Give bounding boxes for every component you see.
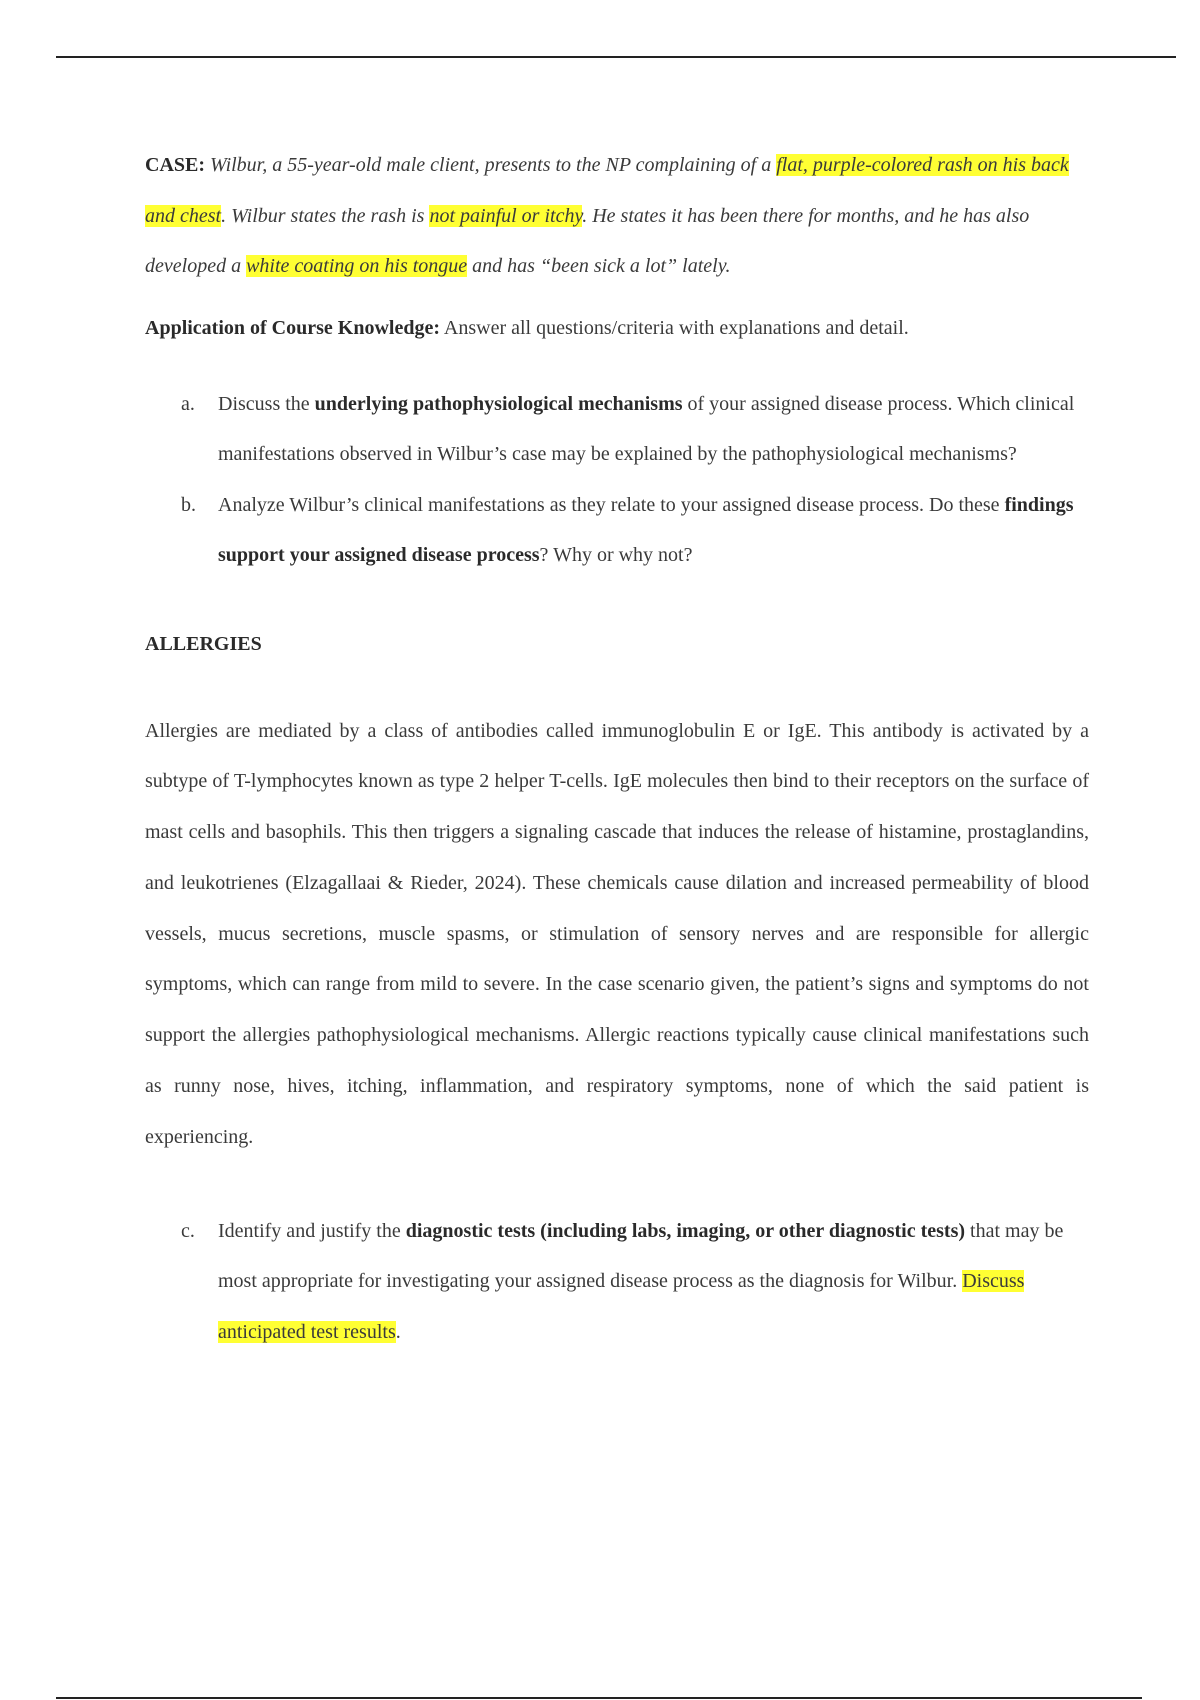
section-heading: ALLERGIES [145,632,262,655]
document-body [145,140,1089,1357]
case-text-3: . He states it has been there for months, and he has also developed a [145,204,1030,277]
bottom-rule [56,1697,1142,1699]
case-label: CASE: [145,154,206,176]
application-paragraph [145,313,1089,343]
question-c-post: that may be most appropriate for investigating your assigned disease process as the diagnosis for Wilbur. [218,1219,1064,1293]
case-text-2: . Wilbur states the rash is [221,204,430,227]
question-c-end: . [395,1320,401,1343]
case-text-4: and has “been sick a lot” lately. [467,255,731,277]
case-highlight-not-painful: not painful or itchy [429,204,583,227]
question-a-marker: a. [181,392,195,415]
question-c-marker: c. [181,1219,195,1242]
question-a [145,379,1089,480]
question-c-highlight: Discuss anticipated test results [218,1270,1025,1343]
question-a-post: of your assigned disease process. Which clinical manifestations observed in Wilbur’s case may be explained by the pathophysiological mechanisms? [218,392,1075,465]
case-highlight-rash: flat, purple-colored rash on his back and chest [145,154,1069,227]
case-highlight-tongue: white coating on his tongue [246,255,468,277]
allergies-paragraph: Allergies are mediated by a class of antibodies called immunoglobulin E or IgE. This antibody is activated by a subtype of T-lymphocytes known as type 2 helper T-cells. IgE molecules then bind to their receptors on the surface of mast cells and basophils. This then triggers a signaling cascade that induces the release of histamine, prostaglandins, and leukotrienes (Elzagallaai & Rieder, 2024). These chemicals cause dilation and increased permeability of blood vessels, mucus secretions, muscle spasms, or stimulation of sensory nerves and are responsible for allergic symptoms, which can range from mild to severe. In the case scenario given, the patient’s signs and symptoms do not support the allergies pathophysiological mechanisms. Allergic reactions typically cause clinical manifestations such as runny nose, hives, itching, inflammation, and respiratory symptoms, none of which the said patient is experiencing. [145,719,1089,1148]
question-c-pre: Identify and justify the [218,1219,406,1242]
application-label: Application of Course Knowledge: [145,316,440,339]
question-b-pre: Analyze Wilbur’s clinical manifestations as they relate to your assigned disease process. Do these [218,493,1005,516]
top-rule [56,56,1176,58]
question-list-ab [145,379,1089,581]
question-a-pre: Discuss the [218,392,315,415]
question-a-bold: underlying pathophysiological mechanisms [314,392,683,415]
case-paragraph [145,140,1089,292]
question-b-marker: b. [181,493,196,516]
application-text: Answer all questions/criteria with explanations and detail. [440,316,909,339]
question-b [145,480,1089,581]
question-c-bold: diagnostic tests (including labs, imaging, or other diagnostic tests) [405,1219,966,1242]
question-b-bold: findings support your assigned disease process [218,493,1074,566]
question-c [145,1206,1089,1358]
case-text-1: Wilbur, a 55-year-old male client, presents to the NP complaining of a [205,154,777,176]
question-b-post: ? Why or why not? [539,544,693,566]
question-list-c [145,1206,1089,1358]
